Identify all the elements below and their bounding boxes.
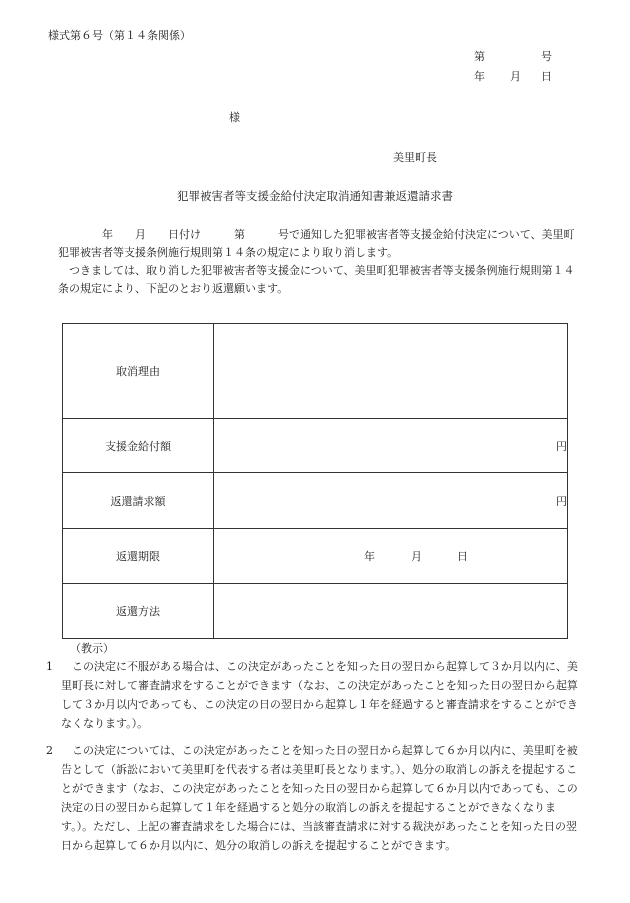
grant-amount-field[interactable]	[214, 419, 568, 473]
grant-amount-label: 支援金給付額	[63, 419, 214, 473]
refund-amount-unit: 円	[556, 494, 567, 508]
body-paragraph-1: 年 月 日付け 第 号で通知した犯罪被害者等支援金給付決定について、美里町犯罪被害者等支援条例施行規則第１４条の規定により取り消します。	[58, 228, 575, 259]
table-row	[63, 584, 568, 639]
cancel-reason-label: 取消理由	[63, 324, 214, 419]
refund-method-label: 返還方法	[63, 584, 214, 639]
form-number: 様式第６号（第１４条関係）	[48, 29, 191, 42]
notice-item-number: 2	[46, 744, 53, 757]
issue-date-month: 月	[510, 70, 521, 83]
deadline-month: 月	[411, 550, 422, 563]
refund-deadline-field[interactable]	[214, 529, 568, 584]
issue-date-year: 年	[474, 70, 485, 83]
table-row	[63, 419, 568, 473]
document-number-label: 第	[474, 50, 485, 63]
notice-item-1	[46, 657, 580, 733]
refund-amount-field[interactable]	[214, 473, 568, 529]
refund-method-field[interactable]	[214, 584, 568, 639]
notice-item-text: この決定については、この決定があったことを知った日の翌日から起算して６か月以内に、美里町を被告として（訴訟において美里町を代表する者は美里町長となります。）、処分の取消しの訴えを提起することができます（なお、この決定があったことを知った日の翌日から起算して６か月以内であっても、この決定の日の翌日から起算して１年を経過すると処分の取消しの訴えを提起することができなくなります。）。ただし、上記の審査請求をした場合には、当該審査請求に対する裁決があったことを知った日の翌日から起算して６か月以内に、処分の取消しの訴えを提起することができます。	[61, 744, 578, 852]
addressee-honorific: 様	[229, 111, 240, 124]
table-row	[63, 529, 568, 584]
body-text	[58, 226, 578, 298]
refund-amount-label: 返還請求額	[63, 473, 214, 529]
issuer-name: 美里町長	[393, 151, 437, 164]
cancel-reason-field[interactable]	[214, 324, 568, 419]
grant-amount-unit: 円	[556, 439, 567, 453]
notice-item-text: この決定に不服がある場合は、この決定があったことを知った日の翌日から起算して３か月以内に、美里町長に対して審査請求をすることができます（なお、この決定があったことを知った日の翌日から起算して３か月以内であっても、この決定の日の翌日から起算し１年を経過すると審査請求をすることができなくなります。）。	[61, 660, 578, 730]
notice-heading: （教示）	[70, 642, 114, 655]
deadline-day: 日	[457, 550, 468, 563]
notice-item-number: 1	[46, 660, 53, 673]
document-number-suffix: 号	[541, 50, 552, 63]
refund-form-table	[62, 323, 568, 639]
table-row	[63, 324, 568, 419]
issue-date-day: 日	[541, 70, 552, 83]
refund-deadline-label: 返還期限	[63, 529, 214, 584]
body-paragraph-2: つきましては、取り消した犯罪被害者等支援金について、美里町犯罪被害者等支援条例施行規則第１４条の規定により、下記のとおり返還願います。	[58, 264, 575, 295]
deadline-year: 年	[364, 550, 375, 563]
document-title: 犯罪被害者等支援金給付決定取消通知書兼返還請求書	[177, 189, 453, 203]
notice-item-2	[46, 741, 580, 855]
table-row	[63, 473, 568, 529]
